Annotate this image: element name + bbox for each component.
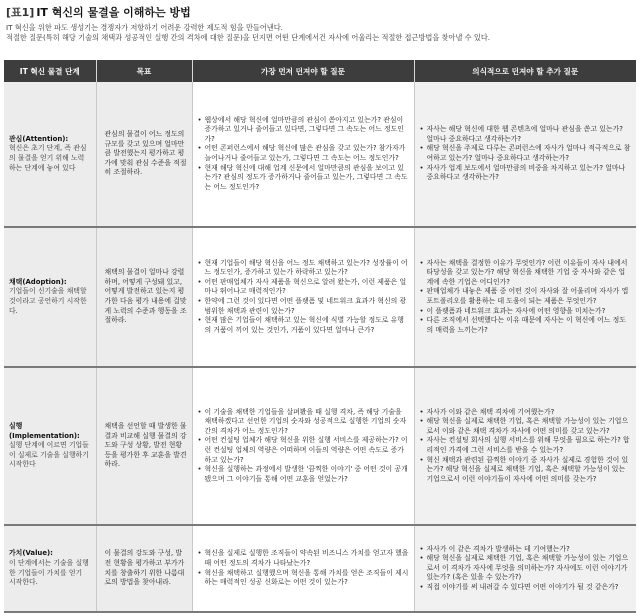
list-item: • 자사가 업계 보도에서 얼마만큼의 비중을 차지하고 있는가? 얼마나 중요하다고 생각하는가? [420,164,632,183]
intro-line: 적절한 질문(특히 해당 기술의 채택과 성공적인 실행 간의 격차에 대한 질문)을 던지면 어떤 단계에서건 자사에 어울리는 적절한 접근방법을 찾아낼 수 있다. [6,33,491,42]
list-item: • 해당 혁신을 주제로 다루는 콘퍼런스에 자사가 얼마나 적극적으로 참여하고 있는가? 얼마나 중요하다고 생각하는가? [420,144,632,163]
list-item: • 혁신을 실행하는 과정에서 발생한 '끔찍한 이야기' 중 어떤 것이 공개됐으며 그 이야기들 통해 어떤 교훈을 얻었는가? [198,465,409,484]
additional-questions-cell [414,525,636,612]
stage-description: 기업들이 신기술을 채택할 것이라고 공언하기 시작한다. [9,287,87,315]
list-item: • 자사가 이 같은 격차가 발생하는 데 기여했는가? [420,545,632,555]
column-header-first-questions: 가장 먼저 던져야 할 질문 [192,60,414,82]
stage-cell [4,82,96,227]
goal-cell: 채택의 물결이 얼마나 강렬하며, 어떻게 구성돼 있고, 어떻게 발전하고 있는지 평가한 다음 평가 내용에 걸맞게 노력의 수준과 행동을 조절하라. [96,227,192,367]
column-header-stage: IT 혁신 물결 단계 [4,60,96,82]
stage-name: 관심(Attention): [9,134,69,143]
list-item: • 어떤 콘퍼런스에서 해당 혁신에 많은 관심을 갖고 있는가? 참가자가 늘어나거나 줄어들고 있는가, 그렇다면 그 속도는 어느 정도인가? [198,144,409,163]
stage-description: 이 단계에서는 기술을 실행한 기업들이 가치를 얻기 시작한다. [9,558,89,587]
list-item: • 판매업체가 내놓은 제품 중 어떤 것이 자사와 잘 어울리며 자사가 앱 포트폴리오를 활용하는 데 도움이 되는 제품은 무엇인가? [420,287,632,306]
additional-questions-cell [414,82,636,227]
stage-name: 가치(Value): [9,549,53,558]
list-item: • 혁신을 채택하고 실행했으며 혁신을 통해 가치를 얻은 조직들이 제시하는 매력적인 성공 신화로는 어떤 것이 있는가? [198,569,409,588]
list-item: • 어떤 판매업체가 자사 제품을 혁신으로 알려 왔는가, 이런 제품은 얼마나 뛰어나고 매력적인가? [198,278,409,297]
stage-description: 실행 단계에 이르면 기업들이 실제로 기술을 실행하기 시작한다 [9,441,89,469]
list-item: • 이 플랫폼과 네트워크 효과는 자사에 어떤 영향을 미치는가? [420,307,632,317]
first-questions-cell [192,227,414,367]
stage-name: 실행(Implementation): [9,422,80,440]
goal-cell: 이 물결의 강도와 구성, 발전 현황을 평가하고 부가가치를 창출하기 위한 나름대로의 방법을 찾아내라. [96,525,192,612]
list-item: • 웹상에서 해당 혁신에 얼마만큼의 관심이 쏟아지고 있는가? 관심이 증가하고 있거나 줄어들고 있다면, 그렇다면 그 속도는 어느 정도인가? [198,116,409,145]
stage-description: 혁신은 초기 단계, 즉 관심의 물결을 얻기 위해 노력하는 단계에 놓여 있다 [9,144,87,172]
list-item: • 한약에 그런 것이 있다면 어떤 플랫폼 및 네트워크 효과가 혁신의 광범위한 채택과 관련이 있는가? [198,297,409,316]
stage-cell [4,367,96,525]
list-item: • 직접 이야기를 써 내려갈 수 있다면 어떤 이야기가 될 것 같은가? [420,583,632,593]
list-item: • 혁신 채택과 관련된 끔찍한 이야기 중 자사가 실제로 경험한 것이 있는가? 해당 혁신을 실제로 채택한 기업, 혹은 채택할 가능성이 있는 기업으로서 이런 이야기들이 자사에 어떤 의미를 갖는가? [420,456,632,485]
list-item: • 자사는 해당 혁신에 대한 웹 콘텐츠에 얼마나 관심을 쏟고 있는가? 얼마나 중요하다고 생각하는가? [420,125,632,144]
list-item: • 어떤 컨설팅 업체가 해당 혁신을 위한 실행 서비스를 제공하는가? 이런 컨설팅 업체의 역량은 어떠하며 이들의 역량은 어떤 속도로 증가하고 있는가? [198,436,409,465]
intro-line: IT 혁신을 위한 파도 생성기는 경쟁자가 저항하기 어려운 강력한 제도적 힘을 만들어낸다. [6,23,283,32]
list-item: • 혁신을 실제로 실행한 조직들이 약속된 비즈니스 가치를 얻고자 했을 때 어떤 정도의 격차가 나타났는가? [198,549,409,568]
list-item: • 자사가 이와 같은 채택 격차에 기여했는가? [420,408,632,418]
first-questions-cell [192,367,414,525]
table-title-text: IT 혁신의 물결을 이해하는 방법 [36,6,191,19]
first-questions-cell [192,525,414,612]
list-item: • 해당 혁신을 실제로 채택한 기업, 혹은 채택할 가능성이 있는 기업으로서 이 격차가 자사에 무엇을 의미하는가? 자사에도 이런 이야기가 있는가? (혹은 있을 수 있는가?) [420,554,632,583]
table-row [4,367,636,525]
stage-cell [4,525,96,612]
stage-name: 채택(Adoption): [9,277,67,286]
table-header-row [4,60,636,82]
column-header-additional-questions: 의식적으로 던져야 할 추가 질문 [414,60,636,82]
stage-cell [4,227,96,367]
additional-questions-cell [414,367,636,525]
goal-cell: 관심의 물결이 어느 정도의 규모를 갖고 있으며 얼마만큼 발전했는지 평가하고 평가에 맞춰 관심 수준을 적절히 조절하라. [96,82,192,227]
list-item: • 자사는 채택을 결정한 이유가 무엇인가? 이런 이유들이 자사 내에서 타당성을 갖고 있는가? 해당 혁신을 채택한 기업 중 자사와 같은 업계에 속한 기업은 어디인가? [420,259,632,288]
list-item: • 자사는 컨설팅 회사의 실행 서비스를 위해 무엇을 필요로 하는가? 합리적인 가격에 그런 서비스를 받을 수 있는가? [420,436,632,455]
table-header [6,4,634,43]
list-item: • 현재 많은 기업들이 채택하고 있는 혁신에 식별 가능할 정도로 유행의 거품이 끼어 있는 것인가, 거품이 있다면 얼마나 큰가? [198,316,409,335]
intro-text [6,23,634,43]
additional-questions-cell [414,227,636,367]
table-row [4,82,636,227]
list-item: • 해당 혁신을 실제로 채택한 기업, 혹은 채택할 가능성이 있는 기업으로서 이와 같은 채택 격차가 자사에 어떤 의미를 갖고 있는가? [420,417,632,436]
table-number-tag: [표1] [6,6,35,19]
table-row [4,525,636,612]
column-header-goal: 목표 [96,60,192,82]
list-item: • 현재 해당 혁신에 대해 업계 신문에서 얼마만큼의 관심을 보이고 있는가? 관심의 정도가 증가하거나 줄어들고 있는가, 그렇다면 그 속도는 어느 정도인가? [198,164,409,193]
list-item: • 이 기술을 채택한 기업들을 살펴봤을 때 실행 격차, 즉 해당 기술을 채택하겠다고 선언한 기업의 숫자와 성공적으로 실행한 기업의 숫자 간의 격차가 어느 정도인가? [198,408,409,437]
goal-cell: 채택을 선언할 때 발생한 물결과 비교해 실행 물결의 강도와 구성 상황, 발전 현황 등을 평가한 후 교훈을 발견하라. [96,367,192,525]
list-item: • 다른 조직에서 선택했다는 이유 때문에 자사는 이 혁신에 어느 정도의 매력을 느끼는가? [420,316,632,335]
list-item: • 현재 기업들이 해당 혁신을 어느 정도 채택하고 있는가? 성장률이 어느 정도인가, 증가하고 있는가 하락하고 있는가? [198,259,409,278]
table-title [6,4,634,20]
first-questions-cell [192,82,414,227]
innovation-wave-table [4,60,636,613]
table-row [4,227,636,367]
